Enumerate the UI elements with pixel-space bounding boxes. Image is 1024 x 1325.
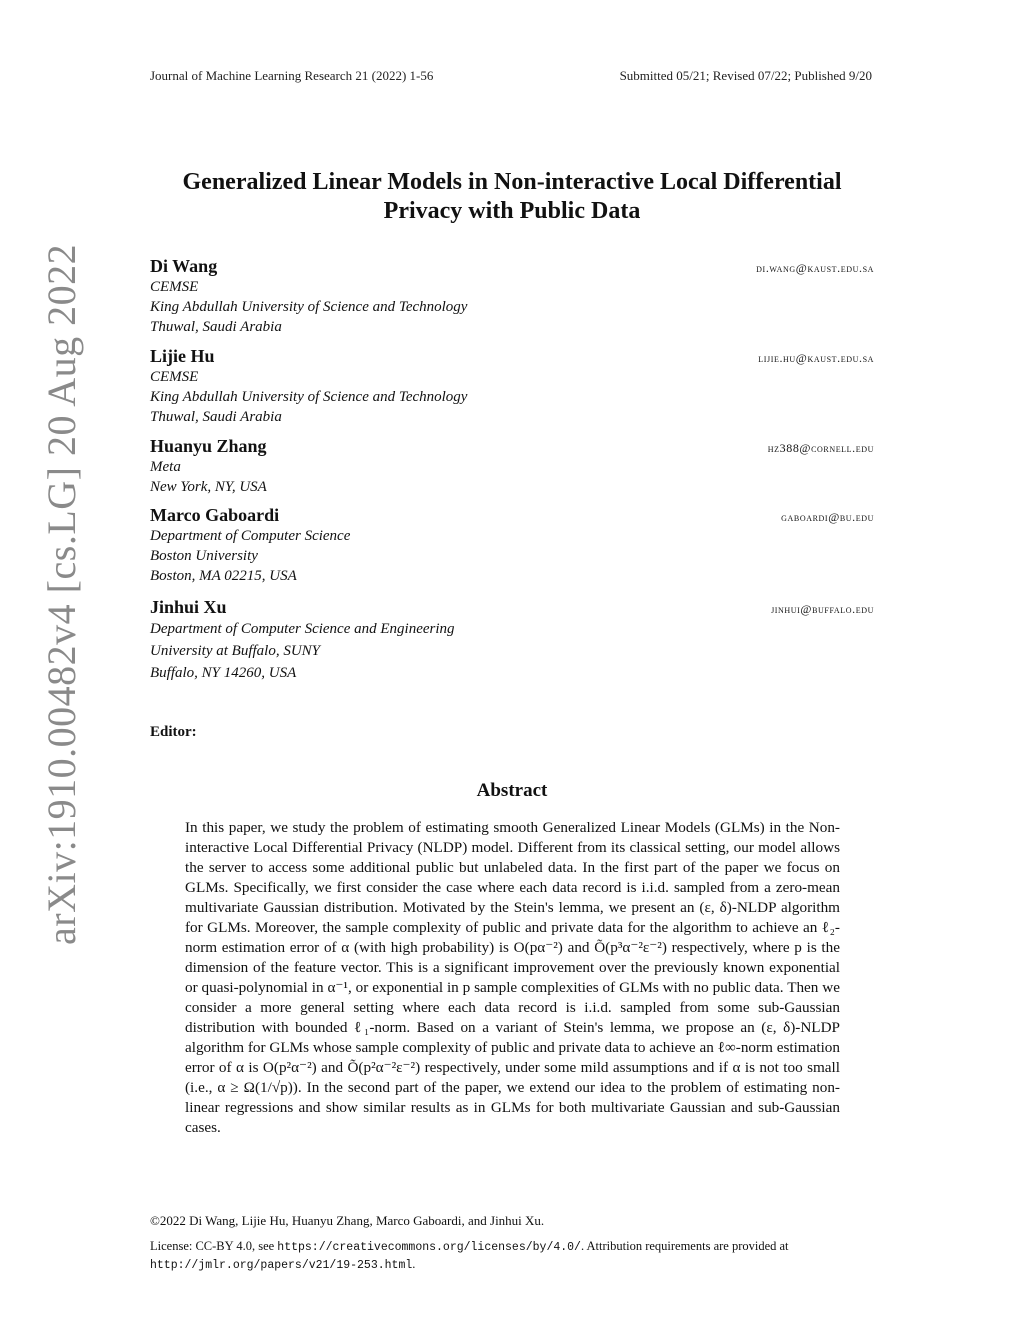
author-email[interactable]: di.wang@kaust.edu.sa xyxy=(756,261,874,275)
author-name: Marco Gaboardi xyxy=(150,505,280,525)
author-email[interactable]: lijie.hu@kaust.edu.sa xyxy=(758,351,874,365)
paper-title: Generalized Linear Models in Non-interactive Local Differential Privacy with Public Data xyxy=(182,169,842,224)
author-block xyxy=(150,346,874,427)
affiliation-line: Department of Computer Science and Engineering xyxy=(150,621,455,637)
author-email[interactable]: gaboardi@bu.edu xyxy=(781,510,874,524)
license-prefix: License: CC-BY 4.0, see xyxy=(150,1239,278,1253)
editor-label: Editor: xyxy=(150,724,197,740)
copyright-notice: ©2022 Di Wang, Lijie Hu, Huanyu Zhang, Marco Gaboardi, and Jinhui Xu. xyxy=(150,1213,545,1228)
arxiv-identifier: arXiv:1910.00482v4 [cs.LG] 20 Aug 2022 xyxy=(39,243,84,945)
author-name: Di Wang xyxy=(150,256,218,276)
affiliation-line: Thuwal, Saudi Arabia xyxy=(150,319,282,335)
author-name: Lijie Hu xyxy=(150,346,215,366)
license-notice xyxy=(150,1238,874,1274)
affiliation-line: Buffalo, NY 14260, USA xyxy=(150,665,297,681)
affiliation-line: CEMSE xyxy=(150,369,199,385)
affiliation-line: New York, NY, USA xyxy=(150,479,267,495)
affiliation-line: Boston, MA 02215, USA xyxy=(150,568,297,584)
license-middle: . Attribution requirements are provided at xyxy=(580,1239,789,1253)
affiliation-line: Department of Computer Science xyxy=(150,528,351,544)
license-link[interactable]: https://creativecommons.org/licenses/by/4.0/ xyxy=(277,1241,581,1254)
paper-link[interactable]: http://jmlr.org/papers/v21/19-253.html xyxy=(150,1259,413,1272)
author-block xyxy=(150,597,874,684)
affiliation-line: CEMSE xyxy=(150,279,199,295)
affiliation-line: King Abdullah University of Science and Technology xyxy=(150,389,468,405)
affiliation-line: Meta xyxy=(150,459,181,475)
journal-header: Journal of Machine Learning Research 21 (2022) 1-56 xyxy=(150,68,434,83)
author-email[interactable]: jinhui@buffalo.edu xyxy=(771,602,874,616)
license-suffix: . xyxy=(412,1257,416,1271)
author-email[interactable]: hz388@cornell.edu xyxy=(767,441,874,455)
abstract-text: In this paper, we study the problem of estimating smooth Generalized Linear Models (GLMs) in the Non-interactive Local Differential Privacy (NLDP) model. Different from its classical setting, our model allows the server to access some additional public but unlabeled data. In the first part of the paper we focus on GLMs. Specifically, we first consider the case where each data record is i.i.d. sampled from a zero-mean multivariate Gaussian distribution. Motivated by the Stein's lemma, we present an (ε, δ)-NLDP algorithm for GLMs. Moreover, the sample complexity of public and private data for the algorithm to achieve an ℓ₂-norm estimation error of α (with high probability) is O(pα⁻²) and Õ(p³α⁻²ε⁻²) respectively, where p is the dimension of the feature vector. This is a significant improvement over the previously known exponential or quasi-polynomial in α⁻¹, or exponential in p sample complexities of GLMs with no public data. Then we consider a more general setting where each data record is i.i.d. sampled from some sub-Gaussian distribution with bounded ℓ₁-norm. Based on a variant of Stein's lemma, we propose an (ε, δ)-NLDP algorithm for GLMs whose sample complexity of public and private data to achieve an ℓ∞-norm estimation error of α is O(p²α⁻²) and Õ(p²α⁻²ε⁻²) respectively, under some mild assumptions and if α is not too small (i.e., α ≥ Ω(1/√p)). In the second part of the paper, we extend our idea to the problem of estimating non-linear regressions and show similar results as in GLMs for both multivariate Gaussian and sub-Gaussian cases. xyxy=(185,819,840,1136)
author-block xyxy=(150,436,874,497)
affiliation-line: University at Buffalo, SUNY xyxy=(150,643,320,659)
author-block xyxy=(150,256,874,337)
author-name: Jinhui Xu xyxy=(150,597,227,617)
affiliation-line: Boston University xyxy=(150,548,258,564)
affiliation-line: King Abdullah University of Science and Technology xyxy=(150,299,468,315)
affiliation-line: Thuwal, Saudi Arabia xyxy=(150,409,282,425)
author-name: Huanyu Zhang xyxy=(150,436,267,456)
abstract-heading: Abstract xyxy=(476,780,548,801)
author-block xyxy=(150,505,874,586)
submission-dates: Submitted 05/21; Revised 07/22; Published 9/20 xyxy=(619,68,872,83)
